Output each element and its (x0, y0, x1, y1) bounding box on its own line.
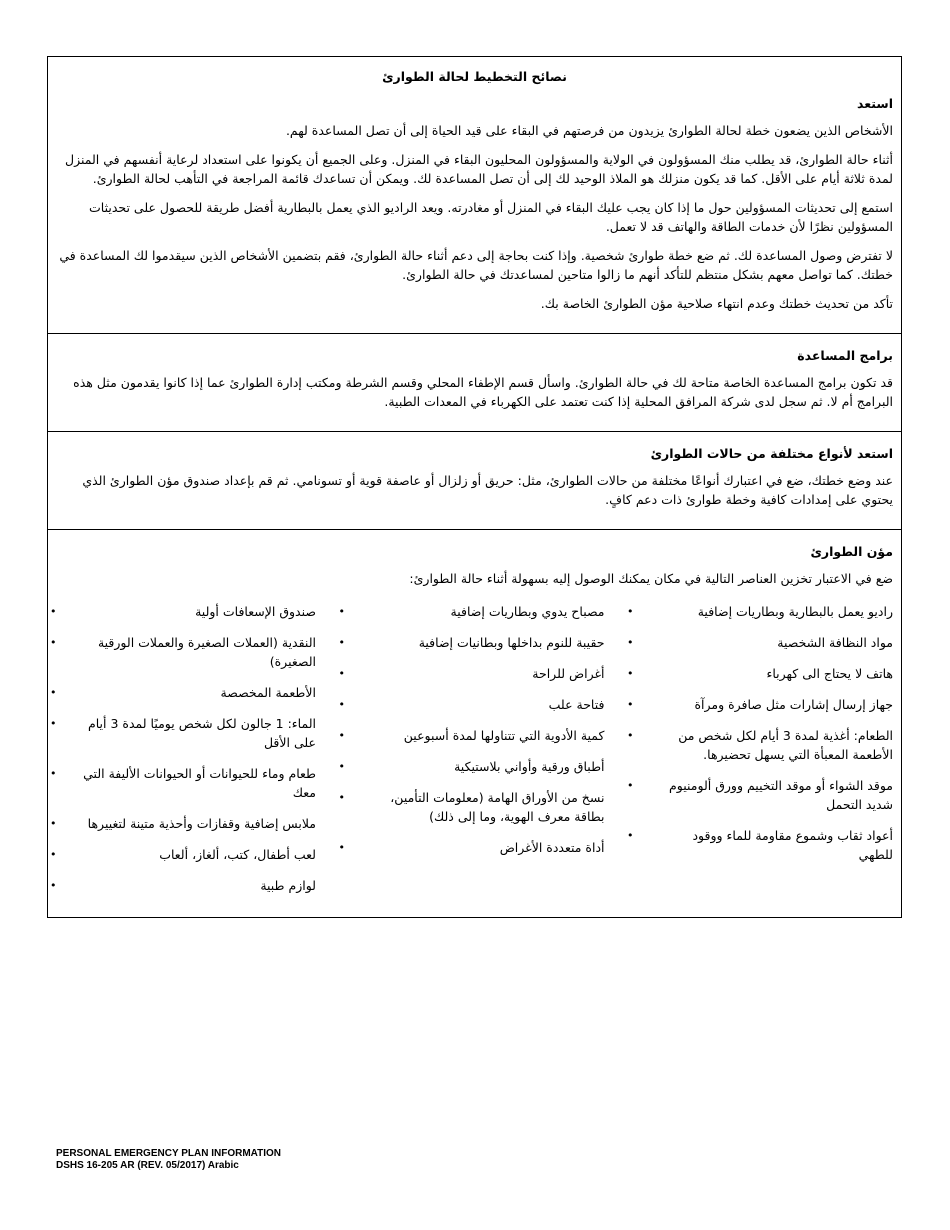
supply-item-text: ملابس إضافية وقفازات وأحذية متينة لتغييرها (87, 816, 316, 831)
bullet-icon: • (338, 605, 345, 618)
prepare-paragraph: تأكد من تحديث خطتك وعدم انتهاء صلاحية مؤن الطوارئ الخاصة بك. (540, 296, 893, 311)
supply-item-text: فتاحة علب (548, 697, 605, 712)
prepare-paragraph: لا تفترض وصول المساعدة لك. ثم ضع خطة طوارئ شخصية. وإذا كنت بحاجة إلى دعم أثناء حالة الطوارئ، فقم بتضمين الأشخاص الذين سيقدموا لك المساعدة في خطتك. كما تواصل معهم بشكل منتظم للتأكد أنهم ما زالوا متاحين لمساعدتك في حالة الطوارئ. (59, 248, 893, 282)
supplies-column-2 (338, 602, 605, 907)
supply-item-text: صندوق الإسعافات أولية (195, 604, 316, 619)
supplies-intro: ضع في الاعتبار تخزين العناصر التالية في مكان يمكنك الوصول إليه بسهولة أثناء حالة الطوارئ: (409, 571, 893, 586)
supply-item-text: لوازم طبية (260, 878, 316, 893)
bullet-icon: • (50, 767, 57, 780)
bullet-icon: • (338, 698, 345, 711)
supply-item-text: نسخ من الأوراق الهامة (معلومات التأمين، بطاقة معرف الهوية، وما إلى ذلك) (390, 790, 605, 824)
assistance-paragraph: قد تكون برامج المساعدة الخاصة متاحة لك في حالة الطوارئ. واسأل قسم الإطفاء المحلي وقسم الشرطة ومكتب إدارة الطوارئ عما إذا كانوا يقدمون مثل هذه البرامج أم لا. ثم سجل لدى شركة المرافق المحلية إذا كنت تعتمد على الكهرباء في المعدات الطبية. (73, 375, 893, 409)
bullet-icon: • (50, 686, 57, 699)
bullet-icon: • (627, 829, 634, 842)
bullet-icon: • (627, 698, 634, 711)
supplies-list (50, 602, 316, 895)
supply-item-text: النقدية (العملات الصغيرة والعملات الورقية الصغيرة) (97, 635, 316, 669)
bullet-icon: • (50, 717, 57, 730)
bullet-icon: • (338, 729, 345, 742)
prepare-paragraph: استمع إلى تحديثات المسؤولين حول ما إذا كان يجب عليك البقاء في المنزل أو مغادرته. ويعد الراديو الذي يعمل بالبطارية أفضل طريقة للحصول على تحديثات المسؤولين نظرًا لأن خدمات الطاقة والهاتف قد لا تعمل. (89, 200, 893, 234)
supply-item-text: أغراض للراحة (532, 666, 605, 681)
supply-list-item (627, 776, 893, 814)
supply-list-item (627, 664, 893, 683)
supply-item-text: أطباق ورقية وأواني بلاستيكية (454, 759, 605, 774)
supply-item-text: هاتف لا يحتاج الى كهرباء (766, 666, 893, 681)
supply-item-text: الماء: 1 جالون لكل شخص يوميًا لمدة 3 أيام على الأقل (88, 716, 316, 750)
document-title: نصائح التخطيط لحالة الطوارئ (382, 69, 567, 84)
document-frame (47, 56, 902, 918)
bullet-icon: • (50, 605, 57, 618)
prepare-paragraph: أثناء حالة الطوارئ، قد يطلب منك المسؤولون في الولاية والمسؤولون المحليون البقاء في المنزل. وعلى الجميع أن يكونوا على استعداد لرعاية أنفسهم في المنزل لمدة ثلاثة أيام على الأقل. كما قد يكون منزلك هو الملاذ الوحيد لك إلى أن تصل المساعدة لك. ويمكن أن تساعدك قائمة المراجعة في التأهب لحالة الطوارئ. (65, 152, 893, 186)
footer-form-title: PERSONAL EMERGENCY PLAN INFORMATION (56, 1148, 282, 1159)
bullet-icon: • (338, 791, 345, 804)
form-footer (56, 1148, 281, 1172)
supply-item-text: مصباح يدوي وبطاريات إضافية (450, 604, 605, 619)
bullet-icon: • (627, 636, 634, 649)
bullet-icon: • (50, 636, 57, 649)
bullet-icon: • (627, 667, 634, 680)
supply-list-item (338, 757, 605, 776)
supply-list-item (627, 695, 893, 714)
supplies-list (627, 602, 893, 864)
prepare-heading: استعد (857, 96, 893, 111)
bullet-icon: • (338, 760, 345, 773)
supply-item-text: طعام وماء للحيوانات أو الحيوانات الأليفة التي معك (83, 766, 316, 800)
supply-list-item (627, 602, 893, 621)
supply-item-text: الأطعمة المخصصة (220, 685, 316, 700)
footer-form-number: DSHS 16-205 AR (REV. 05/2017) Arabic (56, 1160, 239, 1171)
section-emergency-types (48, 431, 901, 529)
supply-list-item (50, 714, 316, 752)
supply-list-item (338, 695, 605, 714)
section-assistance (48, 333, 901, 431)
supply-item-text: أداة متعددة الأغراض (499, 840, 605, 855)
section-prepare (48, 57, 901, 333)
supply-item-text: مواد النظافة الشخصية (777, 635, 893, 650)
supply-list-item (627, 826, 893, 864)
supply-item-text: الطعام: أغذية لمدة 3 أيام لكل شخص من الأطعمة المعبأة التي يسهل تحضيرها. (678, 728, 893, 762)
bullet-icon: • (50, 848, 57, 861)
supply-list-item (338, 838, 605, 857)
supply-list-item (338, 633, 605, 652)
supplies-columns (50, 602, 893, 907)
supply-item-text: موقد الشواء أو موقد التخييم وورق ألومنيوم شديد التحمل (669, 778, 893, 812)
bullet-icon: • (338, 667, 345, 680)
prepare-paragraph: الأشخاص الذين يضعون خطة لحالة الطوارئ يزيدون من فرصتهم في البقاء على قيد الحياة إلى أن تصل المساعدة لهم. (285, 123, 893, 138)
bullet-icon: • (627, 729, 634, 742)
bullet-icon: • (338, 841, 345, 854)
assistance-heading: برامج المساعدة (797, 348, 893, 363)
supply-list-item (338, 602, 605, 621)
supply-item-text: لعب أطفال، كتب، ألغاز، ألعاب (159, 847, 316, 862)
supply-list-item (338, 788, 605, 826)
supply-item-text: حقيبة للنوم بداخلها وبطانيات إضافية (418, 635, 605, 650)
supplies-column-1 (627, 602, 893, 907)
supply-item-text: راديو يعمل بالبطارية وبطاريات إضافية (697, 604, 893, 619)
supply-list-item (50, 633, 316, 671)
bullet-icon: • (50, 817, 57, 830)
supplies-list (338, 602, 605, 857)
types-paragraph: عند وضع خطتك، ضع في اعتبارك أنواعًا مختلفة من حالات الطوارئ، مثل: حريق أو زلزال أو عاصفة قوية أو تسونامي. ثم قم بإعداد صندوق مؤن الطوارئ الذي يحتوي على إمدادات كافية وخطة طوارئ ذات دعم كافٍ. (82, 473, 893, 507)
supply-list-item (338, 726, 605, 745)
supply-list-item (50, 602, 316, 621)
supply-item-text: كمية الأدوية التي تتناولها لمدة أسبوعين (403, 728, 605, 743)
bullet-icon: • (338, 636, 345, 649)
types-heading: استعد لأنواع مختلفة من حالات الطوارئ (650, 446, 893, 461)
supplies-column-3 (50, 602, 316, 907)
supply-list-item (50, 876, 316, 895)
supply-list-item (338, 664, 605, 683)
bullet-icon: • (50, 879, 57, 892)
supply-list-item (50, 764, 316, 802)
section-supplies (48, 529, 901, 917)
supply-list-item (50, 683, 316, 702)
supply-list-item (50, 845, 316, 864)
supplies-heading: مؤن الطوارئ (810, 544, 893, 559)
supply-list-item (627, 633, 893, 652)
supply-list-item (627, 726, 893, 764)
bullet-icon: • (627, 779, 634, 792)
supply-list-item (50, 814, 316, 833)
supply-item-text: جهاز إرسال إشارات مثل صافرة ومرآة (694, 697, 893, 712)
supply-item-text: أعواد ثقاب وشموع مقاومة للماء ووقود للطهي (692, 828, 893, 862)
bullet-icon: • (627, 605, 634, 618)
